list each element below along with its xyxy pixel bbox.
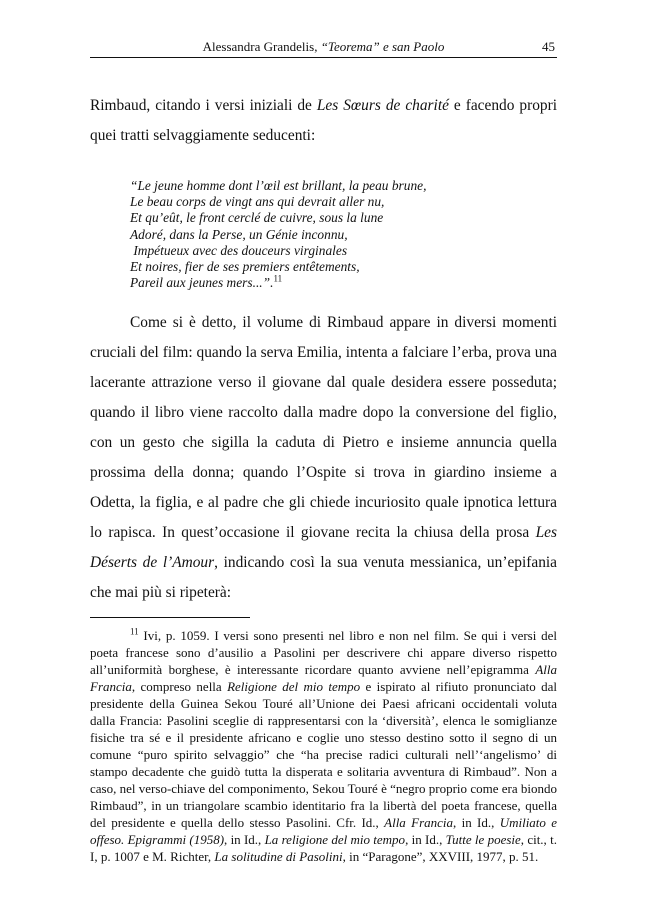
verse-line: “Le jeune homme dont l’œil est brillant, la peau brune, bbox=[130, 178, 427, 193]
verse-line: Le beau corps de vingt ans qui devrait aller nu, bbox=[130, 194, 385, 210]
page-number: 45 bbox=[542, 39, 555, 54]
footnote-number: 11 bbox=[130, 626, 139, 637]
header-rule bbox=[90, 57, 557, 58]
footnote-rule bbox=[90, 617, 250, 618]
paragraph-1: Rimbaud, citando i versi iniziali de Les Sœurs de charité e facendo propri quei tratti selvaggiamente seducenti: bbox=[90, 97, 557, 144]
footnote: $^{11}$ Ivi, p. 1059. I versi sono presenti nel libro e non nel film. Se qui i versi del poeta francese sono d’ausilio a Pasolini per descrivere chi appare diverso rispetto all’uniformità borghese, è interessante ricordare quanto avviene nell’epigramma Alla Francia, compreso nella Religione del mio tempo e ispirato al rifiuto pronunciato dal presidente della Guinea Sekou Touré all’Unione dei Paesi africani occidentali voluta dalla Francia: Pasolini sceglie di rappresentarsi con la ‘diversità’, elenca le somiglianze fisiche tra sé e il presidente africano e coglie uno stesso destino sotto il segno di un comune “puro spirito selvaggio” che “ha precise radici culturali nell’‘angelismo’ di stampo decadente che guidò tutta la disperata e solitaria avventura di Rimbaud”. Non a caso, nel verso-chiave del componimento, Sekou Touré è “negro proprio come era biondo Rimbaud”, in un triangolare scambio identitario fra la libertà del poeta francese, quella del presidente e quella dello stesso Pasolini. Cfr. Id., Alla Francia, in Id., Umiliato e offeso. Epigrammi (1958), in Id., La religione del mio tempo, in Id., Tutte le poesie, cit., t. I, p. 1007 e M. Richter, La solitudine di Pasolini, in “Paragone”, XXVIII, 1977, p. 51. bbox=[90, 626, 558, 864]
running-title: Alessandra Grandelis, “Teorema” e san Paolo bbox=[202, 39, 445, 54]
verse-line: Et noires, fier de ses premiers entêtements, bbox=[130, 259, 360, 275]
running-header bbox=[90, 38, 557, 56]
verse-line: Adoré, dans la Perse, un Génie inconnu, bbox=[130, 226, 348, 242]
verse-quote bbox=[130, 178, 530, 291]
verse-line: Et qu’eût, le front cerclé de cuivre, sous la lune bbox=[130, 210, 384, 226]
verse-line: Impétueux avec des douceurs virginales bbox=[130, 242, 348, 258]
paragraph-2: Come si è detto, il volume di Rimbaud appare in diversi momenti cruciali del film: quando la serva Emilia, intenta a falciare l’erba, prova una lacerante attrazione verso il giovane dal quale desidera essere posseduta; quando il libro viene raccolto dalla madre dopo la conversione del figlio, con un gesto che sigilla la caduta di Pietro e insieme annuncia quella prossima della donna; quando l’Ospite si trova in giardino insieme a Odetta, la figlia, e al padre che gli chiede incuriosito quale ipnotica lettura lo rapisca. In quest’occasione il giovane recita la chiusa della prosa Les Déserts de l’Amour, indicando così la sua venuta messianica, un’epifania che mai più si ripeterà: bbox=[90, 314, 557, 601]
verse-line-last: Pareil aux jeunes mers...”.$^{11}$ bbox=[130, 273, 283, 291]
footnote-ref[interactable]: 11 bbox=[273, 273, 283, 284]
